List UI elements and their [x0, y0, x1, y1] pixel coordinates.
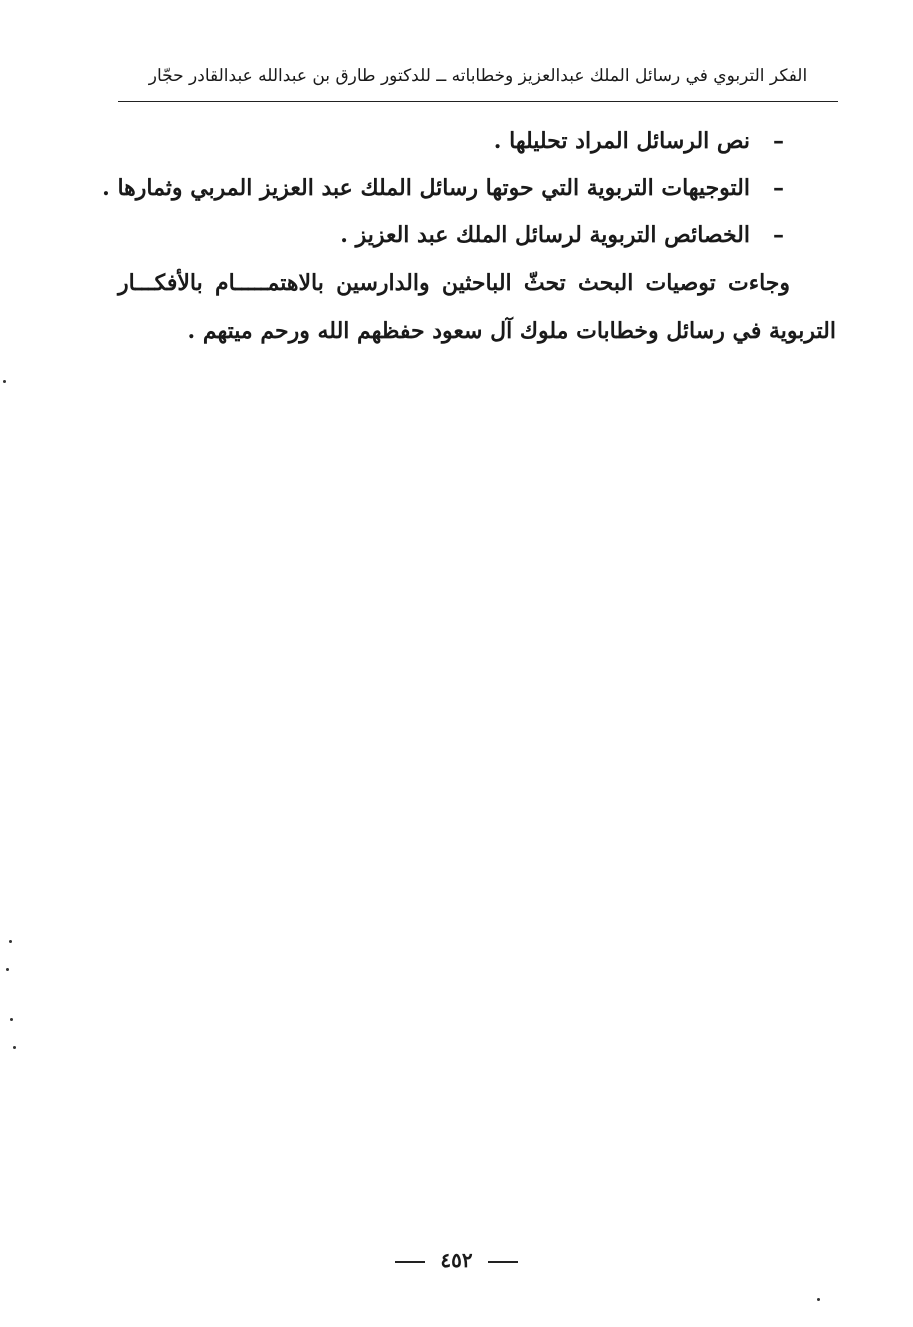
header-rule: [118, 101, 838, 102]
bullet-item: [118, 212, 840, 259]
paragraph-line-1: وجاءت توصيات البحث تحثّ الباحثين والدارسين بالاهتمـــــام بالأفكـــار: [118, 270, 790, 296]
page-footer: [0, 1248, 913, 1272]
scan-speck: [3, 380, 6, 383]
paragraph-line-2: التربوية في رسائل وخطابات ملوك آل سعود حفظهم الله ورحم ميتهم .: [187, 318, 836, 344]
body-text: [102, 118, 840, 355]
page-number: ٤٥٢: [440, 1248, 473, 1272]
bullet-dash: –: [773, 175, 784, 201]
footer-dash-left: [395, 1261, 425, 1263]
bullet-text: الخصائص التربوية لرسائل الملك عبد العزيز .: [340, 222, 750, 248]
scan-speck: [6, 968, 9, 971]
scan-speck: [10, 1018, 13, 1021]
bullet-item: [102, 165, 840, 212]
running-header: الفكر التربوي في رسائل الملك عبدالعزيز وخطاباته ــ للدكتور طارق بن عبدالله عبدالقادر حجّار: [148, 66, 808, 86]
bullet-dash: –: [773, 128, 784, 154]
scan-speck: [817, 1298, 820, 1301]
bullet-item: [118, 118, 840, 165]
scan-speck: [13, 1046, 16, 1049]
bullet-text: نص الرسائل المراد تحليلها .: [493, 128, 750, 154]
bullet-text: التوجيهات التربوية التي حوتها رسائل الملك عبد العزيز المربي وثمارها .: [102, 175, 750, 201]
scan-speck: [9, 940, 12, 943]
footer-dash-right: [488, 1261, 518, 1263]
bullet-dash: –: [773, 222, 784, 248]
